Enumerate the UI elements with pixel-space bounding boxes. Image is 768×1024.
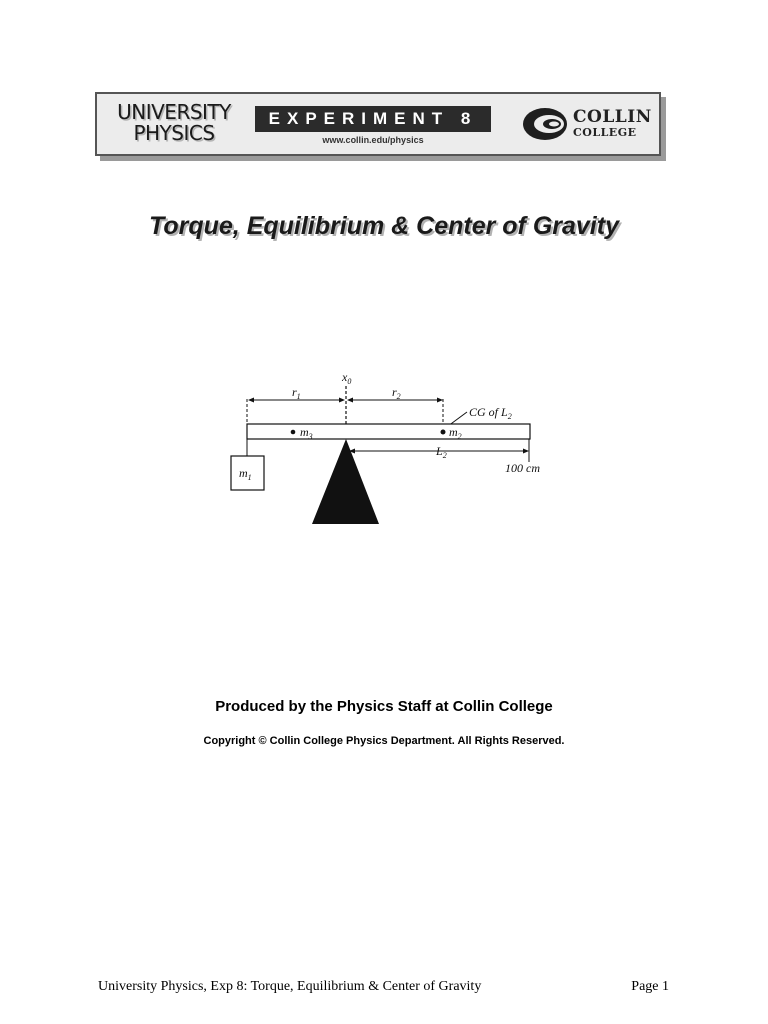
produced-by-text: Produced by the Physics Staff at Collin College xyxy=(215,698,553,715)
collin-swoosh-icon xyxy=(521,104,571,144)
seesaw-diagram xyxy=(224,366,564,530)
m3-label: $m_3$ xyxy=(300,425,313,441)
brand-line-1: UNIVERSITY xyxy=(117,100,231,124)
logo-word-college: COLLEGE xyxy=(573,126,637,139)
university-physics-logo xyxy=(109,102,239,144)
website-url: www.collin.edu/physics xyxy=(322,135,424,145)
r1-label: $r_1$ xyxy=(292,385,301,401)
L2-label: $L_2$ xyxy=(436,444,447,460)
page-title: Torque, Equilibrium & Center of Gravity xyxy=(149,212,619,240)
m1-label: $m_1$ xyxy=(239,466,252,482)
collin-college-logo xyxy=(521,104,651,144)
experiment-label: EXPERIMENT 8 xyxy=(255,106,491,132)
x0-label: $x_0$ xyxy=(342,370,352,386)
footer-document-title: University Physics, Exp 8: Torque, Equilibrium & Center of Gravity xyxy=(98,979,482,994)
header-banner xyxy=(95,92,661,156)
logo-word-collin: COLLIN xyxy=(573,107,652,127)
meter-stick-beam xyxy=(247,424,530,439)
r2-label: $r_2$ xyxy=(392,385,401,401)
fulcrum-triangle xyxy=(312,439,379,524)
brand-line-2: PHYSICS xyxy=(133,121,215,145)
footer-page-number: Page 1 xyxy=(631,979,669,994)
end-label: 100 cm xyxy=(505,461,540,475)
cg-label: CG of $L_2$ xyxy=(469,405,512,421)
m2-point xyxy=(441,430,446,435)
m2-label: $m_2$ xyxy=(449,425,462,441)
copyright-text: Copyright © Collin College Physics Department. All Rights Reserved. xyxy=(203,735,565,747)
m3-point xyxy=(291,430,296,435)
